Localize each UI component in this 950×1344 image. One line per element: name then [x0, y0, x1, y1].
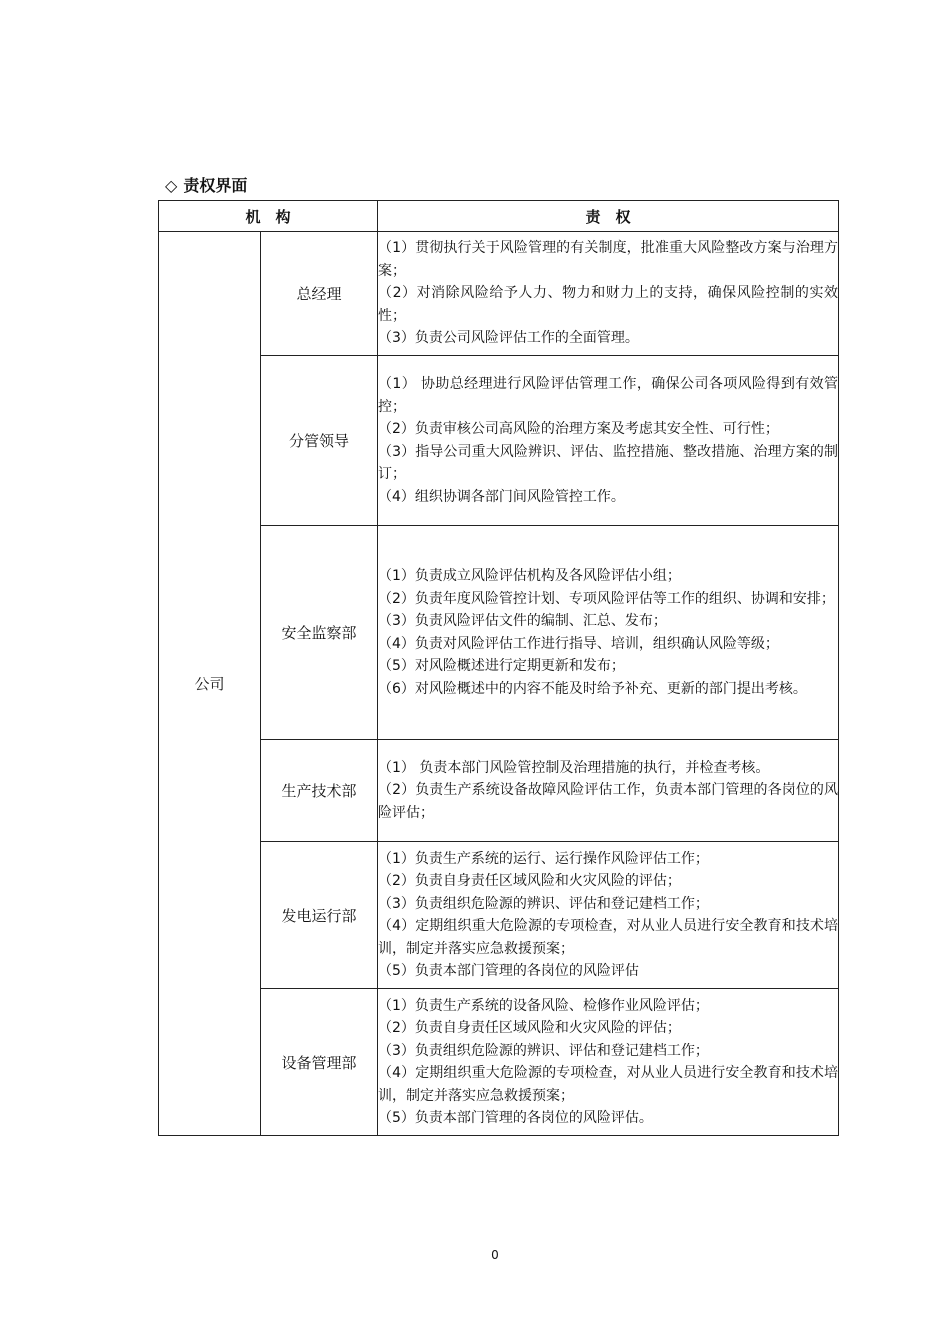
department-cell: 发电运行部 — [261, 842, 378, 989]
duties-cell — [378, 740, 839, 842]
department-cell: 总经理 — [261, 232, 378, 356]
section-title: 责权界面 — [183, 176, 248, 195]
page-number: 0 — [491, 1248, 499, 1262]
company-cell: 公司 — [159, 232, 261, 1136]
duty-item: （3）负责组织危险源的辨识、评估和登记建档工作； — [378, 895, 709, 912]
duty-item: （2）负责审核公司高风险的治理方案及考虑其安全性、可行性； — [378, 421, 779, 437]
duty-item: （2）对消除风险给予人力、物力和财力上的支持，确保风险控制的实效性； — [378, 285, 839, 324]
duty-item: （2）负责自身责任区域风险和火灾风险的评估； — [378, 873, 681, 889]
duty-item: （2）负责年度风险管控计划、专项风险评估等工作的组织、协调和安排； — [378, 590, 835, 607]
table-row — [159, 356, 839, 526]
duty-item: （3）指导公司重大风险辨识、评估、监控措施、整改措施、治理方案的制订； — [378, 443, 839, 482]
duties-cell — [378, 842, 839, 989]
duty-item: （5）负责本部门管理的各岗位的风险评估 — [378, 963, 639, 979]
duties-cell — [378, 989, 839, 1136]
department-cell: 分管领导 — [261, 356, 378, 526]
duty-item: （4）负责对风险评估工作进行指导、培训，组织确认风险等级； — [378, 635, 779, 652]
duty-item: （2）负责自身责任区域风险和火灾风险的评估； — [378, 1020, 681, 1036]
section-heading — [165, 175, 247, 197]
table-header-row — [159, 201, 839, 232]
duty-item: （4）组织协调各部门间风险管控工作。 — [378, 488, 625, 505]
duties-cell — [378, 232, 839, 356]
duty-item: （5）负责本部门管理的各岗位的风险评估。 — [378, 1110, 653, 1126]
duty-item: （1）负责生产系统的设备风险、检修作业风险评估； — [378, 997, 709, 1014]
header-org: 机 构 — [159, 201, 378, 232]
table-row — [159, 232, 839, 356]
department-cell: 生产技术部 — [261, 740, 378, 842]
header-duty: 责 权 — [378, 201, 839, 232]
duties-cell — [378, 526, 839, 740]
duty-item: （2）负责生产系统设备故障风险评估工作，负责本部门管理的各岗位的风险评估； — [378, 782, 839, 821]
duty-item: （1） 协助总经理进行风险评估管理工作，确保公司各项风险得到有效管控； — [378, 376, 839, 415]
department-cell: 安全监察部 — [261, 526, 378, 740]
duty-item: （6）对风险概述中的内容不能及时给予补充、更新的部门提出考核。 — [378, 680, 807, 697]
duty-item: （5）对风险概述进行定期更新和发布； — [378, 658, 625, 674]
diamond-icon: ◇ — [165, 176, 178, 195]
table-body — [159, 232, 839, 1136]
table-row — [159, 740, 839, 842]
duty-item: （4）定期组织重大危险源的专项检查，对从业人员进行安全教育和技术培训，制定并落实应急救援预案； — [378, 1065, 839, 1104]
department-cell: 设备管理部 — [261, 989, 378, 1136]
duty-item: （1） 负责本部门风险管控制及治理措施的执行，并检查考核。 — [378, 759, 770, 776]
duty-item: （3）负责组织危险源的辨识、评估和登记建档工作； — [378, 1042, 709, 1059]
table-row — [159, 842, 839, 989]
responsibility-table — [158, 200, 839, 1136]
duty-item: （1）负责生产系统的运行、运行操作风险评估工作； — [378, 850, 709, 867]
duty-item: （4）定期组织重大危险源的专项检查，对从业人员进行安全教育和技术培训，制定并落实应急救援预案； — [378, 918, 839, 957]
duty-item: （1）贯彻执行关于风险管理的有关制度，批准重大风险整改方案与治理方案； — [378, 240, 839, 279]
duty-item: （1）负责成立风险评估机构及各风险评估小组； — [378, 568, 681, 584]
duty-item: （3）负责公司风险评估工作的全面管理。 — [378, 330, 639, 347]
duties-cell — [378, 356, 839, 526]
table-row — [159, 989, 839, 1136]
duty-item: （3）负责风险评估文件的编制、汇总、发布； — [378, 613, 667, 629]
table-row — [159, 526, 839, 740]
